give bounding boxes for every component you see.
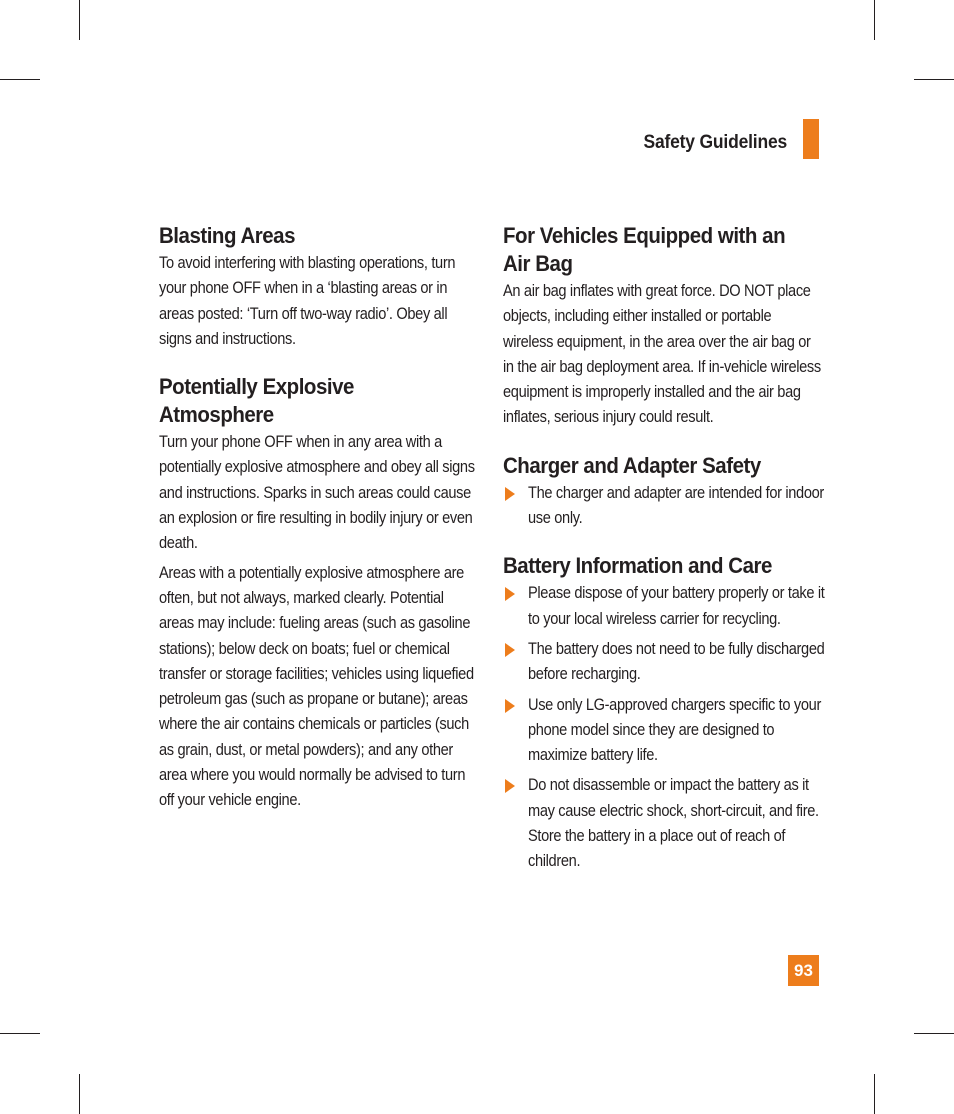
- section-charger-safety: [503, 452, 823, 531]
- list-item: [503, 480, 823, 531]
- section-air-bag: [503, 222, 823, 430]
- list-item: [503, 772, 823, 873]
- bullet-text: Do not disassemble or impact the battery as it may cause electric shock, short-circuit, and fire. Store the battery in a place out of reach of children.: [528, 775, 819, 871]
- body-paragraph: Turn your phone OFF when in any area with a potentially explosive atmosphere and obey all signs and instructions. Sparks in such areas could cause an explosion or fire resulting in bodily injury or even death.: [159, 432, 475, 553]
- running-header-title: Safety Guidelines: [643, 132, 787, 153]
- bullet-list: [503, 580, 823, 873]
- right-column: [503, 222, 823, 879]
- section-blasting-areas: [159, 222, 479, 351]
- crop-mark: [79, 0, 80, 40]
- left-column: [159, 222, 479, 813]
- section-heading: For Vehicles Equipped with an Air Bag: [503, 223, 786, 276]
- bullet-text: Use only LG-approved chargers specific to your phone model since they are designed to maximize battery life.: [528, 694, 821, 765]
- section-explosive-atmosphere: [159, 373, 479, 812]
- body-paragraph: An air bag inflates with great force. DO NOT place objects, including either installed or portable wireless equipment, in the area over the air bag or in the air bag deployment area. If in-vehicle wireless equipment is improperly installed and the air bag inflates, serious injury could result.: [503, 281, 821, 427]
- section-heading: Potentially Explosive Atmosphere: [159, 374, 354, 428]
- list-item: [503, 580, 823, 631]
- bullet-text: The battery does not need to be fully discharged before recharging.: [528, 638, 825, 684]
- crop-mark: [79, 1074, 80, 1114]
- section-heading: Blasting Areas: [159, 223, 296, 248]
- body-paragraph: To avoid interfering with blasting operations, turn your phone OFF when in a ‘blasting areas or in areas posted: ‘Turn off two-way radio’. Obey all signs and instructions.: [159, 253, 456, 348]
- list-item: [503, 636, 823, 687]
- section-heading: Battery Information and Care: [503, 553, 772, 579]
- bullet-triangle-icon: [505, 643, 515, 657]
- bullet-triangle-icon: [505, 779, 515, 793]
- bullet-text: Please dispose of your battery properly or take it to your local wireless carrier for recycling.: [528, 583, 825, 628]
- crop-mark: [914, 1033, 954, 1034]
- crop-mark: [874, 1074, 875, 1114]
- crop-mark: [0, 79, 40, 80]
- crop-mark: [874, 0, 875, 40]
- section-heading: Charger and Adapter Safety: [503, 452, 761, 478]
- crop-mark: [0, 1033, 40, 1034]
- header-accent-bar: [803, 119, 819, 159]
- crop-mark: [914, 79, 954, 80]
- bullet-triangle-icon: [505, 587, 515, 601]
- bullet-text: The charger and adapter are intended for indoor use only.: [528, 482, 824, 528]
- bullet-triangle-icon: [505, 699, 515, 713]
- section-battery-care: [503, 552, 823, 873]
- page-number: 93: [788, 955, 819, 986]
- bullet-triangle-icon: [505, 487, 515, 501]
- body-paragraph: Areas with a potentially explosive atmosphere are often, but not always, marked clearly. Potential areas may include: fueling areas (such as gasoline stations); below deck on boats; fuel or chemical transfer or storage facilities; vehicles using liquefied petroleum gas (such as propane or butane); areas where the air contains chemicals or particles (such as grain, dust, or metal powders); and any other area where you would normally be advised to turn off your vehicle engine.: [159, 562, 474, 810]
- bullet-list: [503, 480, 823, 531]
- list-item: [503, 692, 823, 768]
